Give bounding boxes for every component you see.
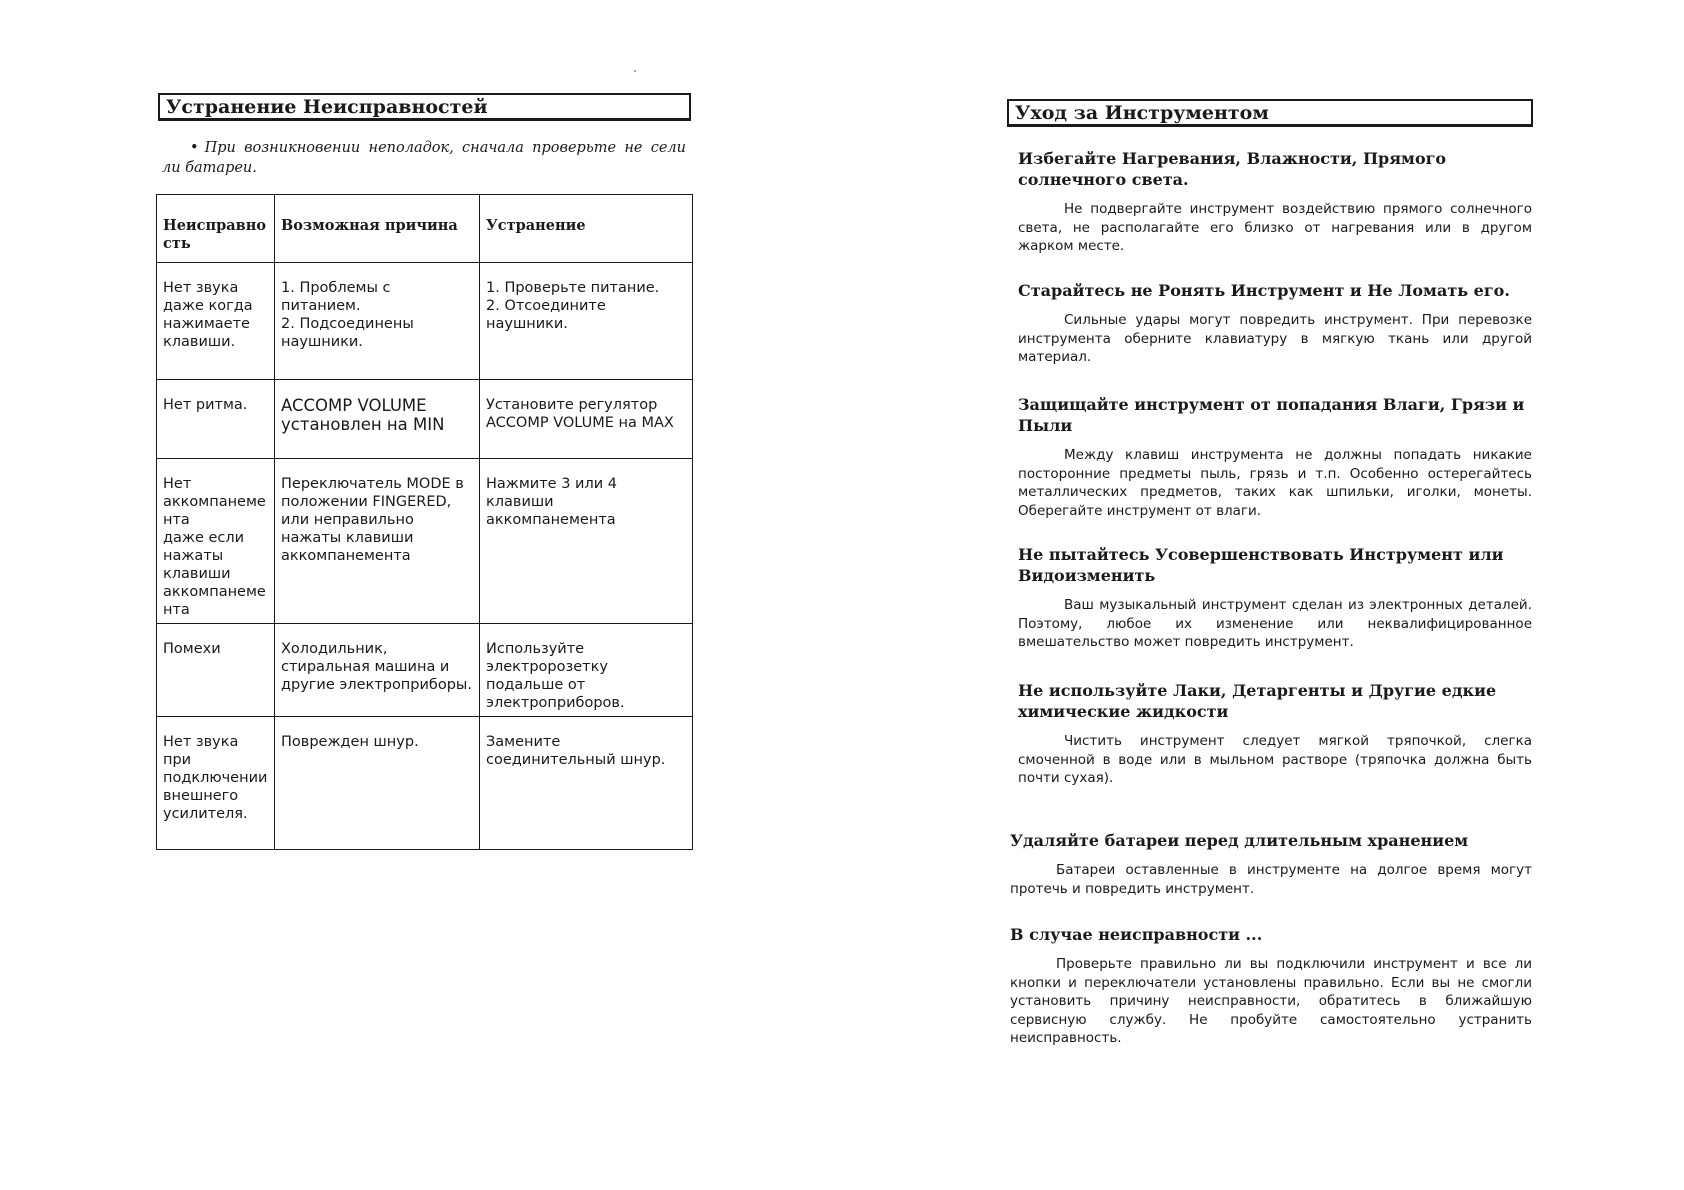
cause-cell: Холодильник, стиральная машина и другие электроприборы. [275,624,480,717]
table-header-row [157,195,693,263]
problem-cell: Нет аккомпанемента даже если нажаты клавиши аккомпанемента [157,459,275,624]
care-section-heat [1018,148,1532,256]
care-body: Не подвергайте инструмент воздействию прямого солнечного света, не располагайте его близко от нагревания или в другом жарком месте. [1018,201,1532,254]
right-page [842,0,1684,1190]
care-heading: Не используйте Лаки, Детаргенты и Другие едкие химические жидкости [1018,681,1497,721]
care-body: Между клавиш инструмента не должны попадать никакие посторонние предметы пыль, грязь и т.п. Особенно остерегайтесь металлических предметов, таких как шпильки, иголки, монеты. Оберегайте инструмент от влаги. [1018,447,1532,519]
problem-cell: Нет звука даже когда нажимаете клавиши. [157,263,275,380]
care-heading: Не пытайтесь Усовершенствовать Инструмент или Видоизменить [1018,545,1504,585]
cause-cell: Переключатель MODE в положении FINGERED, или неправильно нажаты клавиши аккомпанемента [275,459,480,624]
care-heading: Удаляйте батареи перед длительным хранением [1010,831,1469,850]
note-bullet: • [190,140,199,156]
table-row [157,380,693,459]
care-section-chemicals [1018,680,1532,788]
solution-cell: Используйте электророзетку подальше от электроприборов. [480,624,693,717]
column-header-cause: Возможная причина [275,195,480,263]
care-section-malfunction [1010,924,1532,1048]
care-heading: Избегайте Нагревания, Влажности, Прямого солнечного света. [1018,149,1447,189]
scan-speck [634,70,636,72]
cause-cell: Поврежден шнур. [275,717,480,850]
problem-cell: Нет ритма. [157,380,275,459]
table-row [157,717,693,850]
care-section-batteries [1010,830,1532,898]
troubleshooting-title: Устранение Неисправностей [158,93,691,121]
problem-cell: Помехи [157,624,275,717]
cause-cell: 1. Проблемы с питанием. 2. Подсоединены наушники. [275,263,480,380]
table-row [157,263,693,380]
care-section-dust [1018,394,1532,520]
note-text: При возникновении неполадок, сначала проверьте не сели ли батареи. [162,140,686,176]
column-header-problem: Неисправность [157,195,275,263]
troubleshooting-table [156,194,693,850]
care-heading: Защищайте инструмент от попадания Влаги, Грязи и Пыли [1018,395,1525,435]
care-body: Батареи оставленные в инструменте на долгое время могут протечь и повредить инструмент. [1010,862,1532,897]
table-row [157,459,693,624]
care-title: Уход за Инструментом [1007,99,1533,127]
table-row [157,624,693,717]
care-section-drop [1018,280,1532,367]
care-body: Проверьте правильно ли вы подключили инструмент и все ли кнопки и переключатели установлены правильно. Если вы не смогли установить причину неисправности, обратитесь в ближайшую сервисную службу. Не пробуйте самостоятельно устранить неисправность. [1010,956,1532,1046]
battery-note [162,138,686,178]
care-heading: В случае неисправности ... [1010,925,1263,944]
cause-cell: ACCOMP VOLUME установлен на MIN [275,380,480,459]
problem-cell: Нет звука при подключении внешнего усилителя. [157,717,275,850]
care-body: Сильные удары могут повредить инструмент. При перевозке инструмента оберните клавиатуру в мягкую ткань или другой материал. [1018,312,1532,365]
column-header-solution: Устранение [480,195,693,263]
solution-cell: Замените соединительный шнур. [480,717,693,850]
care-body: Ваш музыкальный инструмент сделан из электронных деталей. Поэтому, любое их изменение или неквалифицированное вмешательство может повредить инструмент. [1018,597,1532,650]
solution-cell: Установите регулятор ACCOMP VOLUME на MAX [480,380,693,459]
solution-cell: Нажмите 3 или 4 клавиши аккомпанемента [480,459,693,624]
care-body: Чистить инструмент следует мягкой тряпочкой, слегка смоченной в воде или в мыльном растворе (тряпочка должна быть почти сухая). [1018,733,1532,786]
care-heading: Старайтесь не Ронять Инструмент и Не Ломать его. [1018,281,1510,300]
solution-cell: 1. Проверьте питание. 2. Отсоедините наушники. [480,263,693,380]
care-section-modify [1018,544,1532,652]
